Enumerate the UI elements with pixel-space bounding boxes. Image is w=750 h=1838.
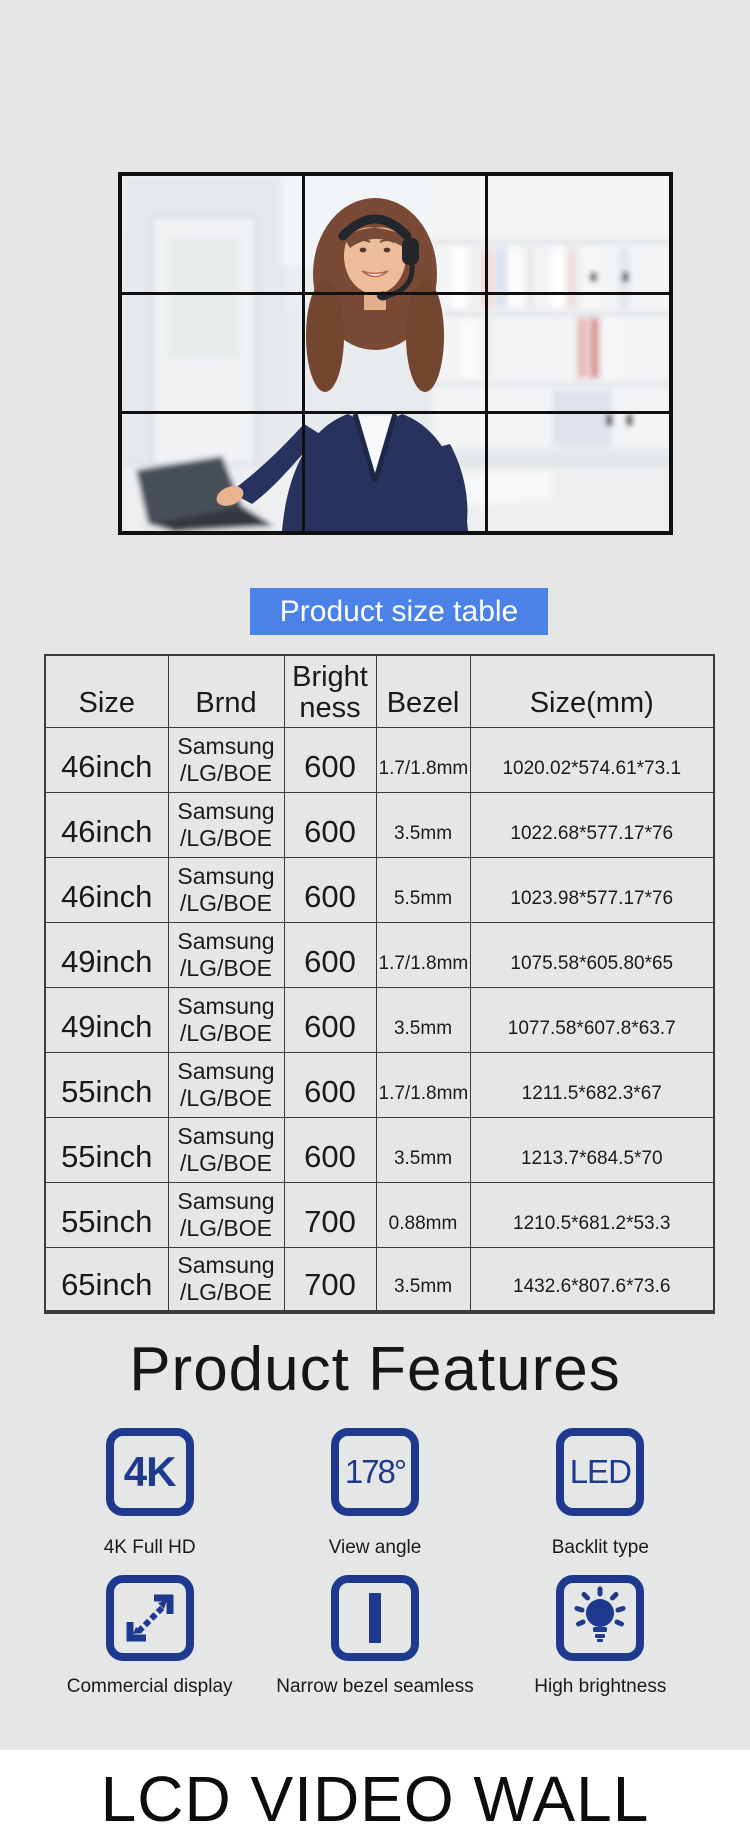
table-row — [45, 857, 714, 922]
cell-brightness: 700 — [284, 1182, 376, 1247]
col-header-size-mm: Size(mm) — [470, 655, 714, 727]
features-title: Product Features — [129, 1335, 621, 1404]
cell-brightness: 600 — [284, 857, 376, 922]
feature-item-backlit — [488, 1428, 713, 1559]
table-row — [45, 727, 714, 792]
feature-label: High brightness — [534, 1676, 667, 1697]
cell-bezel: 1.7/1.8mm — [376, 727, 470, 792]
cell-size: 46inch — [45, 857, 168, 922]
cell-bezel: 1.7/1.8mm — [376, 1052, 470, 1117]
col-header-size: Size — [45, 655, 168, 727]
feature-item-narrow-bezel — [262, 1575, 487, 1698]
product-size-table-label-text: Product size table — [279, 594, 519, 628]
feature-label: View angle — [328, 1537, 422, 1558]
cell-brand: Samsung /LG/BOE — [168, 1052, 284, 1117]
cell-size-mm: 1210.5*681.2*53.3 — [470, 1182, 714, 1247]
table-row — [45, 987, 714, 1052]
cell-bezel: 3.5mm — [376, 987, 470, 1052]
cell-bezel: 0.88mm — [376, 1182, 470, 1247]
cell-bezel: 3.5mm — [376, 1117, 470, 1182]
cell-size: 55inch — [45, 1117, 168, 1182]
features-grid — [37, 1428, 713, 1698]
expand-diagonal-arrows-icon — [106, 1575, 194, 1661]
cell-brand: Samsung /LG/BOE — [168, 792, 284, 857]
table-header-row — [45, 655, 714, 727]
cell-size: 46inch — [45, 727, 168, 792]
table-row — [45, 1052, 714, 1117]
cell-size: 65inch — [45, 1247, 168, 1312]
cell-size-mm: 1023.98*577.17*76 — [470, 857, 714, 922]
4k-badge-icon: 4K — [106, 1428, 194, 1516]
cell-size: 55inch — [45, 1052, 168, 1117]
feature-label: Commercial display — [66, 1676, 233, 1697]
cell-size-mm: 1020.02*574.61*73.1 — [470, 727, 714, 792]
table-row — [45, 1247, 714, 1312]
cell-brand: Samsung /LG/BOE — [168, 727, 284, 792]
video-wall-photo — [118, 172, 673, 535]
feature-label: Backlit type — [551, 1537, 649, 1558]
col-header-brand: Brnd — [168, 655, 284, 727]
cell-brand: Samsung /LG/BOE — [168, 987, 284, 1052]
cell-brand: Samsung /LG/BOE — [168, 922, 284, 987]
table-row — [45, 1182, 714, 1247]
narrow-bezel-bar-icon — [331, 1575, 419, 1661]
cell-size-mm: 1077.58*607.8*63.7 — [470, 987, 714, 1052]
cell-brightness: 600 — [284, 987, 376, 1052]
table-row — [45, 922, 714, 987]
col-header-brightness: Bright ness — [284, 655, 376, 727]
cell-size: 55inch — [45, 1182, 168, 1247]
view-angle-178-icon: 178° — [331, 1428, 419, 1516]
brightness-bulb-icon — [556, 1575, 644, 1661]
product-size-table-label — [250, 588, 548, 635]
cell-bezel: 3.5mm — [376, 1247, 470, 1312]
feature-label: 4K Full HD — [103, 1537, 196, 1558]
cell-brightness: 600 — [284, 792, 376, 857]
cell-size: 49inch — [45, 922, 168, 987]
videowall-bezel-line — [485, 176, 488, 531]
videowall-bezel-line — [122, 411, 669, 414]
cell-size-mm: 1075.58*605.80*65 — [470, 922, 714, 987]
feature-label: Narrow bezel seamless — [276, 1676, 474, 1697]
cell-brand: Samsung /LG/BOE — [168, 1182, 284, 1247]
cell-size-mm: 1211.5*682.3*67 — [470, 1052, 714, 1117]
product-size-table — [44, 654, 715, 1314]
cell-brightness: 600 — [284, 727, 376, 792]
cell-brand: Samsung /LG/BOE — [168, 857, 284, 922]
feature-item-view-angle — [262, 1428, 487, 1559]
cell-brand: Samsung /LG/BOE — [168, 1117, 284, 1182]
cell-brightness: 600 — [284, 1117, 376, 1182]
office-woman-headset-photo — [122, 176, 669, 531]
videowall-bezel-line — [302, 176, 305, 531]
cell-size-mm: 1432.6*807.6*73.6 — [470, 1247, 714, 1312]
cell-size-mm: 1022.68*577.17*76 — [470, 792, 714, 857]
cell-brightness: 600 — [284, 922, 376, 987]
cell-bezel: 3.5mm — [376, 792, 470, 857]
led-badge-icon: LED — [556, 1428, 644, 1516]
cell-brightness: 600 — [284, 1052, 376, 1117]
footer-band — [0, 1750, 750, 1838]
col-header-bezel: Bezel — [376, 655, 470, 727]
table-row — [45, 1117, 714, 1182]
feature-item-brightness — [488, 1575, 713, 1698]
cell-brand: Samsung /LG/BOE — [168, 1247, 284, 1312]
table-row — [45, 792, 714, 857]
feature-item-4k — [37, 1428, 262, 1559]
cell-bezel: 5.5mm — [376, 857, 470, 922]
videowall-bezel-line — [122, 292, 669, 295]
cell-size: 46inch — [45, 792, 168, 857]
footer-title: LCD VIDEO WALL — [100, 1763, 650, 1835]
cell-bezel: 1.7/1.8mm — [376, 922, 470, 987]
cell-brightness: 700 — [284, 1247, 376, 1312]
cell-size: 49inch — [45, 987, 168, 1052]
cell-size-mm: 1213.7*684.5*70 — [470, 1117, 714, 1182]
feature-item-commercial — [37, 1575, 262, 1698]
